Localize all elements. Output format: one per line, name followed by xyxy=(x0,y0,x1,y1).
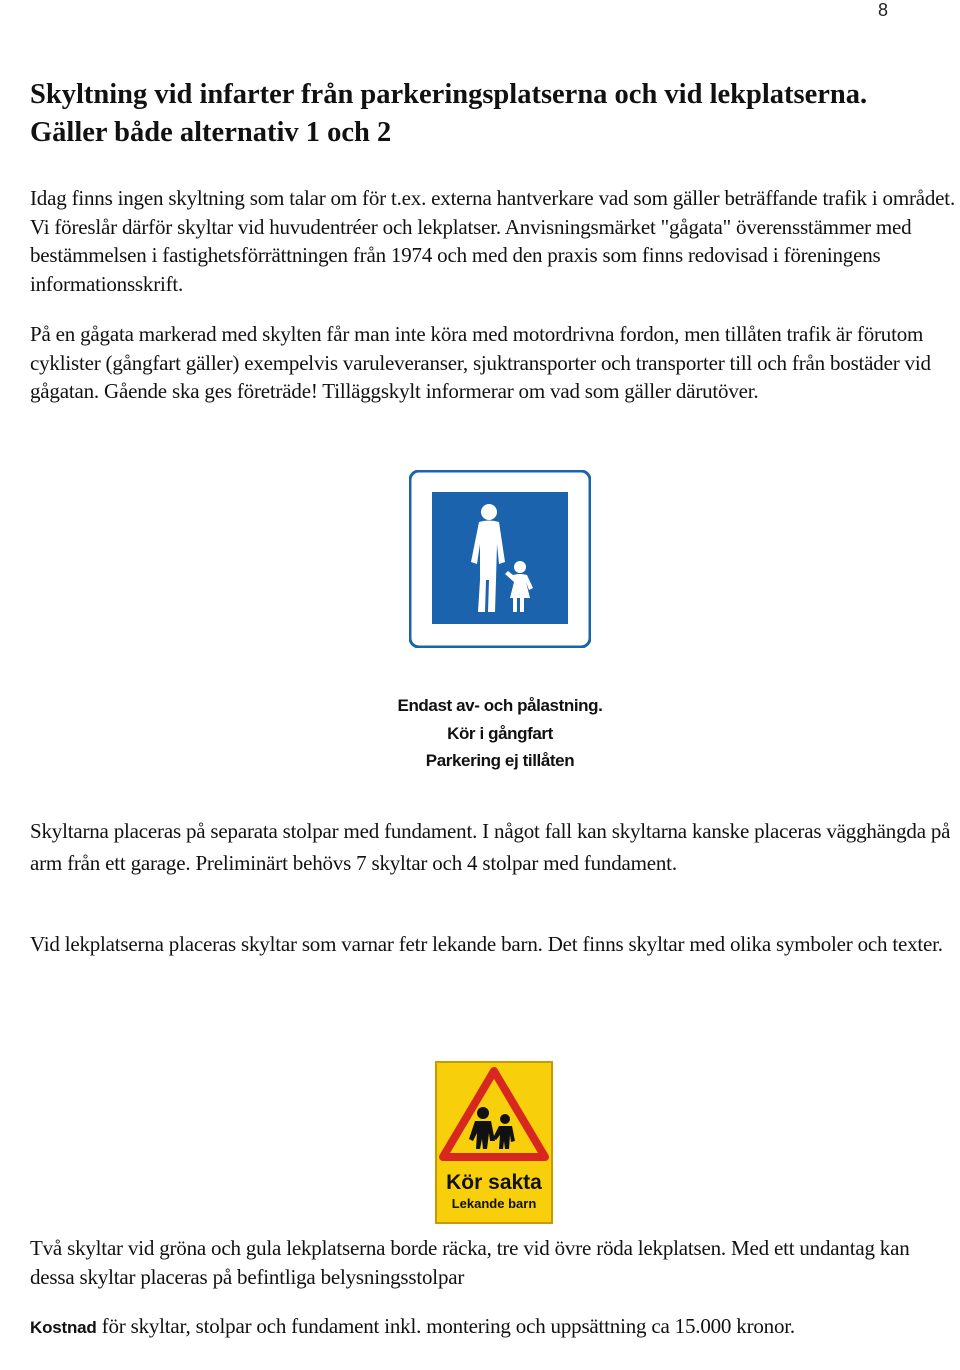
plate-line-3: Parkering ej tillåten xyxy=(425,751,575,770)
paragraph-playgrounds: Vid lekplatserna placeras skyltar som varnar fetr lekande barn. Det finns skyltar med olika symboler och texter. xyxy=(30,932,943,956)
plate-line-1: Endast av- och pålastning. xyxy=(397,696,603,715)
pedestrian-street-sign-icon xyxy=(409,470,591,648)
plate-line-2: Kör i gångfart xyxy=(447,723,553,743)
cost-text: för skyltar, stolpar och fundament inkl. montering och uppsättning ca 15.000 kronor. xyxy=(96,1314,795,1338)
cost-label: Kostnad xyxy=(30,1318,97,1337)
section-heading: Skyltning vid infarter från parkeringsplatserna och vid lekplatserna. Gäller både alternativ 1 och 2 xyxy=(30,79,868,148)
paragraph-sign-count: Två skyltar vid gröna och gula lekplatserna borde räcka, tre vid övre röda lekplatsen. Med ett undantag kan dessa skyltar placeras på befintliga belysningsstolpar xyxy=(30,1236,910,1289)
paragraph-gagata-rules: På en gågata markerad med skylten får man inte köra med motordrivna fordon, men tillåten trafik är förutom cyklister (gångfart gäller) exempelvis varuleveranser, sjuktransporter och transporter till och från bostäder vid gågatan. Gående ska ges företräde! Tilläggskylt informerar om vad som gäller därutöver. xyxy=(30,322,931,403)
paragraph-placement: Skyltarna placeras på separata stolpar med fundament. I något fall kan skyltarna kanske placeras vägghängda på arm från ett garage. Preliminärt behövs 7 skyltar och 4 stolpar med fundament. xyxy=(30,819,951,875)
paragraph-cost xyxy=(30,1312,955,1343)
children-sign-line-1: Kör sakta xyxy=(446,1171,542,1194)
children-playing-warning-sign-icon xyxy=(435,1061,553,1224)
children-sign-line-2: Lekande barn xyxy=(451,1196,537,1211)
paragraph-intro: Idag finns ingen skyltning som talar om för t.ex. externa hantverkare vad som gäller beträffande trafik i området. Vi föreslår därför skyltar vid huvudentréer och lekplatser. Anvisningsmärket "gågata" överensstämmer med bestämmelsen i fastighetsförrättningen från 1974 och med den praxis som finns redovisad i föreningens informationsskrift. xyxy=(30,186,955,296)
page-number: 8 xyxy=(877,0,888,20)
supplementary-plate-text xyxy=(340,692,660,775)
